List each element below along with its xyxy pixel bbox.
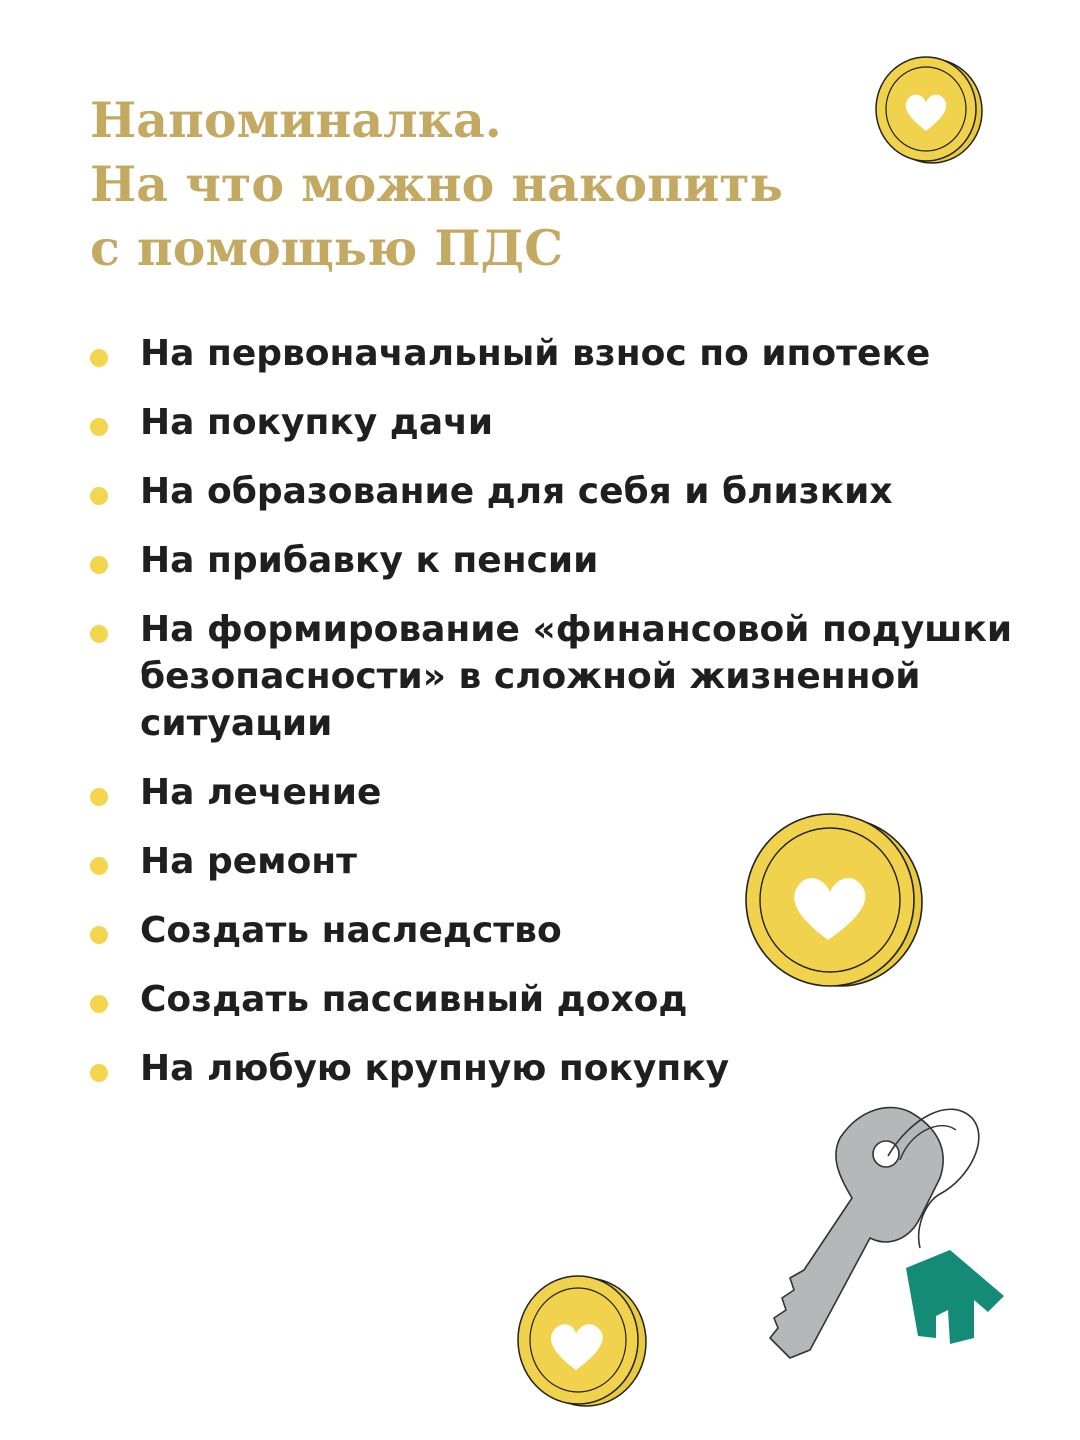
list-item: На покупку дачи xyxy=(88,399,1048,446)
list-item: На первоначальный взнос по ипотеке xyxy=(88,330,1048,377)
list-item: Создать пассивный доход xyxy=(88,976,1048,1023)
list-item: На образование для себя и близких xyxy=(88,468,1048,515)
list-item: На ремонт xyxy=(88,838,1048,885)
bullet-dot xyxy=(90,1064,108,1082)
list-item: На прибавку к пенсии xyxy=(88,537,1048,584)
bullet-dot xyxy=(90,625,108,643)
bullet-dot xyxy=(90,788,108,806)
title-line-1: Напоминалка. xyxy=(90,91,502,149)
coin-heart-icon xyxy=(868,55,988,167)
bullet-dot xyxy=(90,926,108,944)
coin-heart-icon xyxy=(510,1272,652,1412)
list-item: На формирование «финансовой подушки безопасности» в сложной жизненной ситуации xyxy=(88,606,1048,747)
bullet-dot xyxy=(90,556,108,574)
list-item: На лечение xyxy=(88,769,1048,816)
title-line-2: На что можно накопить xyxy=(90,155,783,213)
savings-goals-list xyxy=(88,330,1048,1114)
title-line-3: с помощью ПДС xyxy=(90,219,564,277)
bullet-dot xyxy=(90,418,108,436)
bullet-dot xyxy=(90,995,108,1013)
page-title xyxy=(90,88,783,280)
key-icon xyxy=(760,1098,1020,1368)
bullet-dot xyxy=(90,857,108,875)
list-item: На любую крупную покупку xyxy=(88,1045,1048,1092)
house-tag-icon xyxy=(906,1250,1004,1344)
bullet-dot xyxy=(90,487,108,505)
bullet-dot xyxy=(90,349,108,367)
list-item: Создать наследство xyxy=(88,907,1048,954)
